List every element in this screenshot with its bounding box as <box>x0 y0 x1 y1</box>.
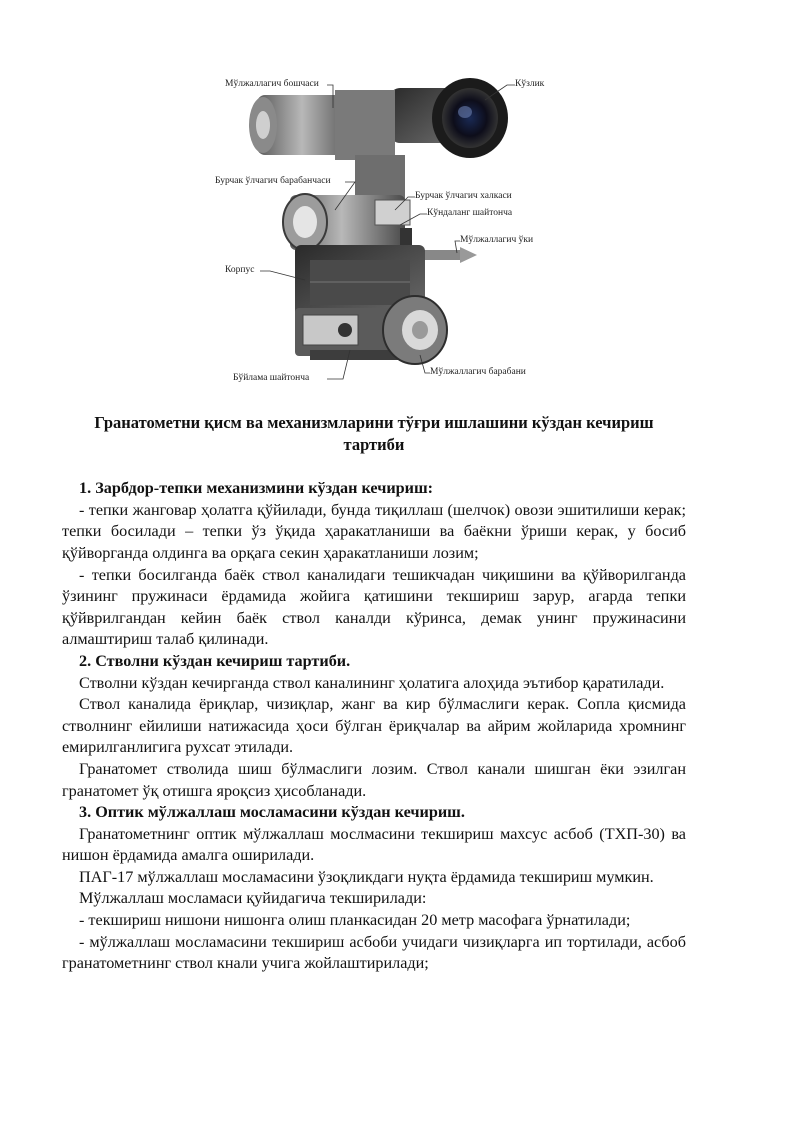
section-2-paragraph: Ствол каналида ёриқлар, чизиқлар, жанг ва кир бўлмаслиги керак. Сопла қисмида стволнинг ейилиши натижасида ҳоси бўлган ёриқчалар ва айрим жойларида хромнинг емирилганлигига рухсат этилади. <box>62 695 686 757</box>
label-angle-ring: Бурчак ўлчагич халкаси <box>415 191 512 201</box>
section-3-paragraph: - мўлжаллаш мосламасини текшириш асбоби учидаги чизиқларга ип тортилади, асбоб гранатометнинг ствол кнали учига жойлаштирилади; <box>62 932 686 973</box>
section-2-heading: 2. Стволни кўздан кечириш тартиби. <box>79 651 351 670</box>
section-2-paragraph: Стволни кўздан кечирганда ствол каналининг ҳолатига алоҳида эътибор қаратилади. <box>79 673 665 692</box>
sight-drum-part <box>383 296 447 364</box>
section-2-paragraph: Гранатомет стволида шиш бўлмаслиги лозим. Ствол канали шишган ёки эзилган гранатомет ўқ отишга яроқсиз ҳисобланади. <box>62 759 686 800</box>
drum-cap-part <box>249 90 395 160</box>
document-body <box>62 412 686 975</box>
document-title: Гранатометни қисм ва механизмларини тўғри ишлашини кўздан кечириш тартиби <box>94 413 654 454</box>
label-eyepiece: Кўзлик <box>515 79 545 89</box>
label-sight-axis: Мўлжаллагич ўки <box>460 235 534 245</box>
section-1-heading: 1. Зарбдор-тепки механизмини кўздан кечириш: <box>79 479 434 498</box>
section-1-paragraph: - тепки жанговар ҳолатга қўйилади, бунда тиқиллаш (шелчок) овози эшитилиши керак; тепки босилади – тепки ўз ўқида ҳаракатланиши ва баёкни ўриши керак, у босиб қўйворганда олдинга ва орқага секин ҳаракатланиши лозим; <box>62 500 686 562</box>
section-3-paragraph: ПАГ-17 мўлжаллаш мосламасини ўзоқликдаги нуқта ёрдамида текшириш мумкин. <box>79 867 654 886</box>
label-drum-cap: Мўлжаллагич бошчаси <box>225 79 319 89</box>
section-3-paragraph: Гранатометнинг оптик мўлжаллаш мослмасини текшириш махсус асбоб (ТХП-30) ва нишон ёрдамида амалга оширилади. <box>62 824 686 865</box>
label-mount-screw: Бўйлама шайтонча <box>233 373 310 383</box>
label-handwheel: Кўндаланг шайтонча <box>427 208 513 218</box>
label-body: Корпус <box>225 265 255 275</box>
section-3-heading: 3. Оптик мўлжаллаш мосламасини кўздан кечириш. <box>79 803 465 822</box>
sight-illustration <box>215 60 575 395</box>
sight-figure <box>215 60 575 395</box>
angle-drum-part <box>283 194 412 250</box>
section-3-paragraph: - текшириш нишони нишонга олиш планкасидан 20 метр масофага ўрнатилади; <box>79 911 631 930</box>
label-angle-drum: Бурчак ўлчагич барабанчаси <box>215 176 331 186</box>
eyepiece-part <box>390 78 508 158</box>
section-3-paragraph: Мўлжаллаш мосламаси қуйидагича текширилади: <box>79 889 427 908</box>
section-1-paragraph: - тепки босилганда баёк ствол каналидаги тешикчадан чиқишини ва қўйворилганда ўзининг пружинаси ёрдамида жойига қатишини текшириш зарур, агарда тепки қўйврилгандан кейин баёк ствол каналди кўринса, демак унинг пружинасини алмаштириш талаб қилинади. <box>62 565 686 649</box>
label-sight-drum: Мўлжаллагич барабани <box>430 367 526 377</box>
